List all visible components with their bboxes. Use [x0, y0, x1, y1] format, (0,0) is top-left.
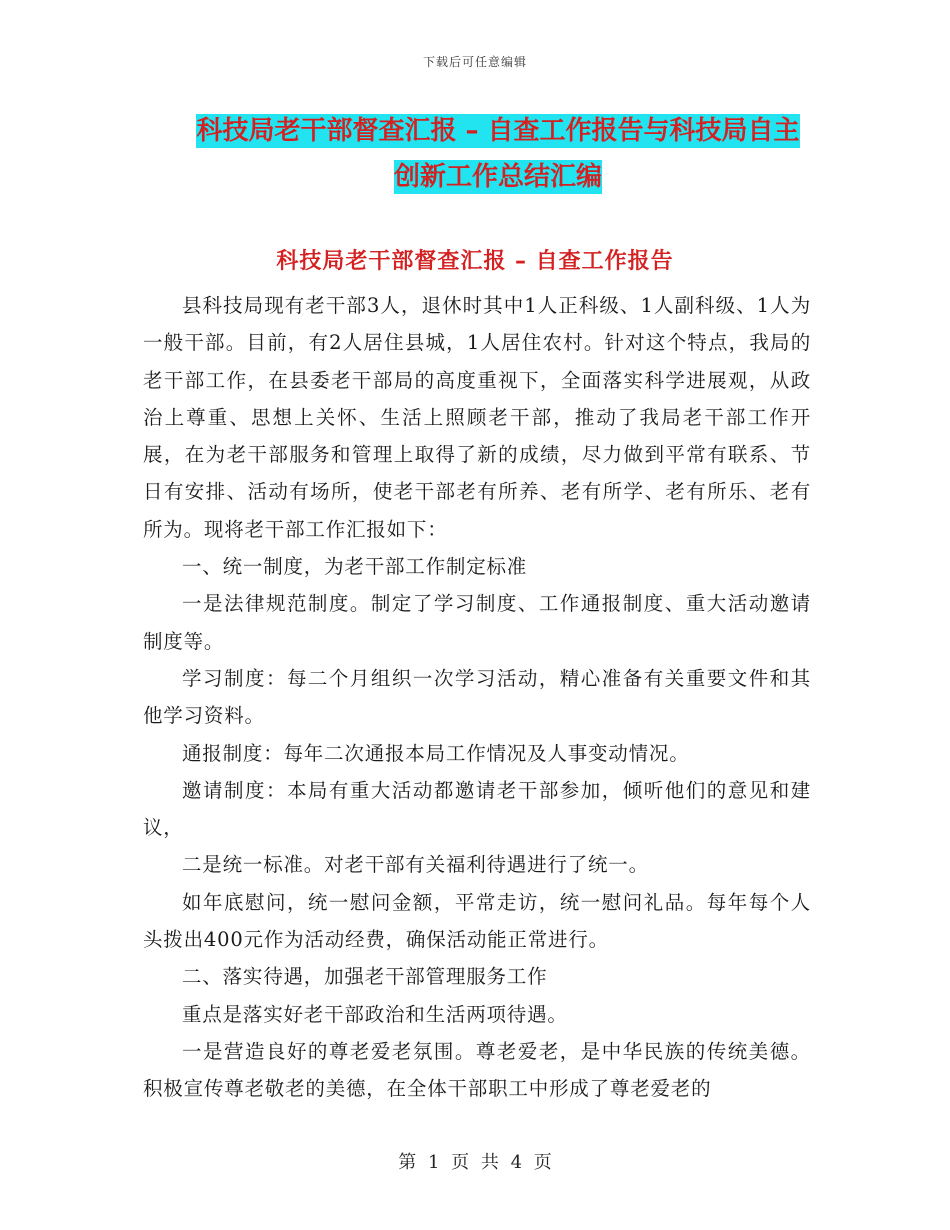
paragraph: 通报制度：每年二次通报本局工作情况及人事变动情况。 [182, 741, 690, 765]
paragraph: 一、统一制度，为老干部工作制定标准 [182, 555, 528, 579]
paragraph: 县科技局现有老干部3人，退休时其中1人正科级、1人副科级、1人为一般干部。目前，有2人居住县城，1人居住农村。针对这个特点，我局的老干部工作，在县委老干部局的高度重视下，全面落实科学进展观，从政治上尊重、思想上关怀、生活上照顾老干部，推动了我局老干部工作开展，在为老干部服务和管理上取得了新的成绩，尽力做到平常有联系、节日有安排、活动有场所，使老干部老有所养、老有所学、老有所乐、老有所为。现将老干部工作汇报如下： [143, 294, 811, 541]
paragraph: 二、落实待遇，加强老干部管理服务工作 [182, 965, 548, 989]
document-title [140, 108, 856, 200]
document-body [143, 287, 811, 1108]
paragraph: 学习制度：每二个月组织一次学习活动，精心准备有关重要文件和其他学习资料。 [143, 666, 811, 728]
paragraph: 二是统一标准。对老干部有关福利待遇进行了统一。 [182, 853, 649, 877]
paragraph: 重点是落实好老干部政治和生活两项待遇。 [182, 1002, 568, 1026]
page-footer: 第 1 页 共 4 页 [398, 1152, 552, 1173]
paragraph: 一是法律规范制度。制定了学习制度、工作通报制度、重大活动邀请制度等。 [143, 592, 811, 653]
title-line-1: 科技局老干部督查汇报 – 自查工作报告与科技局自主 [196, 116, 800, 146]
paragraph: 如年底慰问，统一慰问金额，平常走访，统一慰问礼品。每年每个人头拨出400元作为活动经费，确保活动能正常进行。 [143, 890, 811, 952]
section-title: 科技局老干部督查汇报 – 自查工作报告 [276, 249, 674, 274]
title-line-2: 创新工作总结汇编 [393, 162, 602, 192]
header-note: 下载后可任意编辑 [422, 55, 527, 69]
paragraph: 邀请制度：本局有重大活动都邀请老干部参加，倾听他们的意见和建议， [143, 778, 811, 840]
paragraph: 一是营造良好的尊老爱老氛围。尊老爱老，是中华民族的传统美德。积极宣传尊老敬老的美德，在全体干部职工中形成了尊老爱老的 [143, 1039, 811, 1101]
